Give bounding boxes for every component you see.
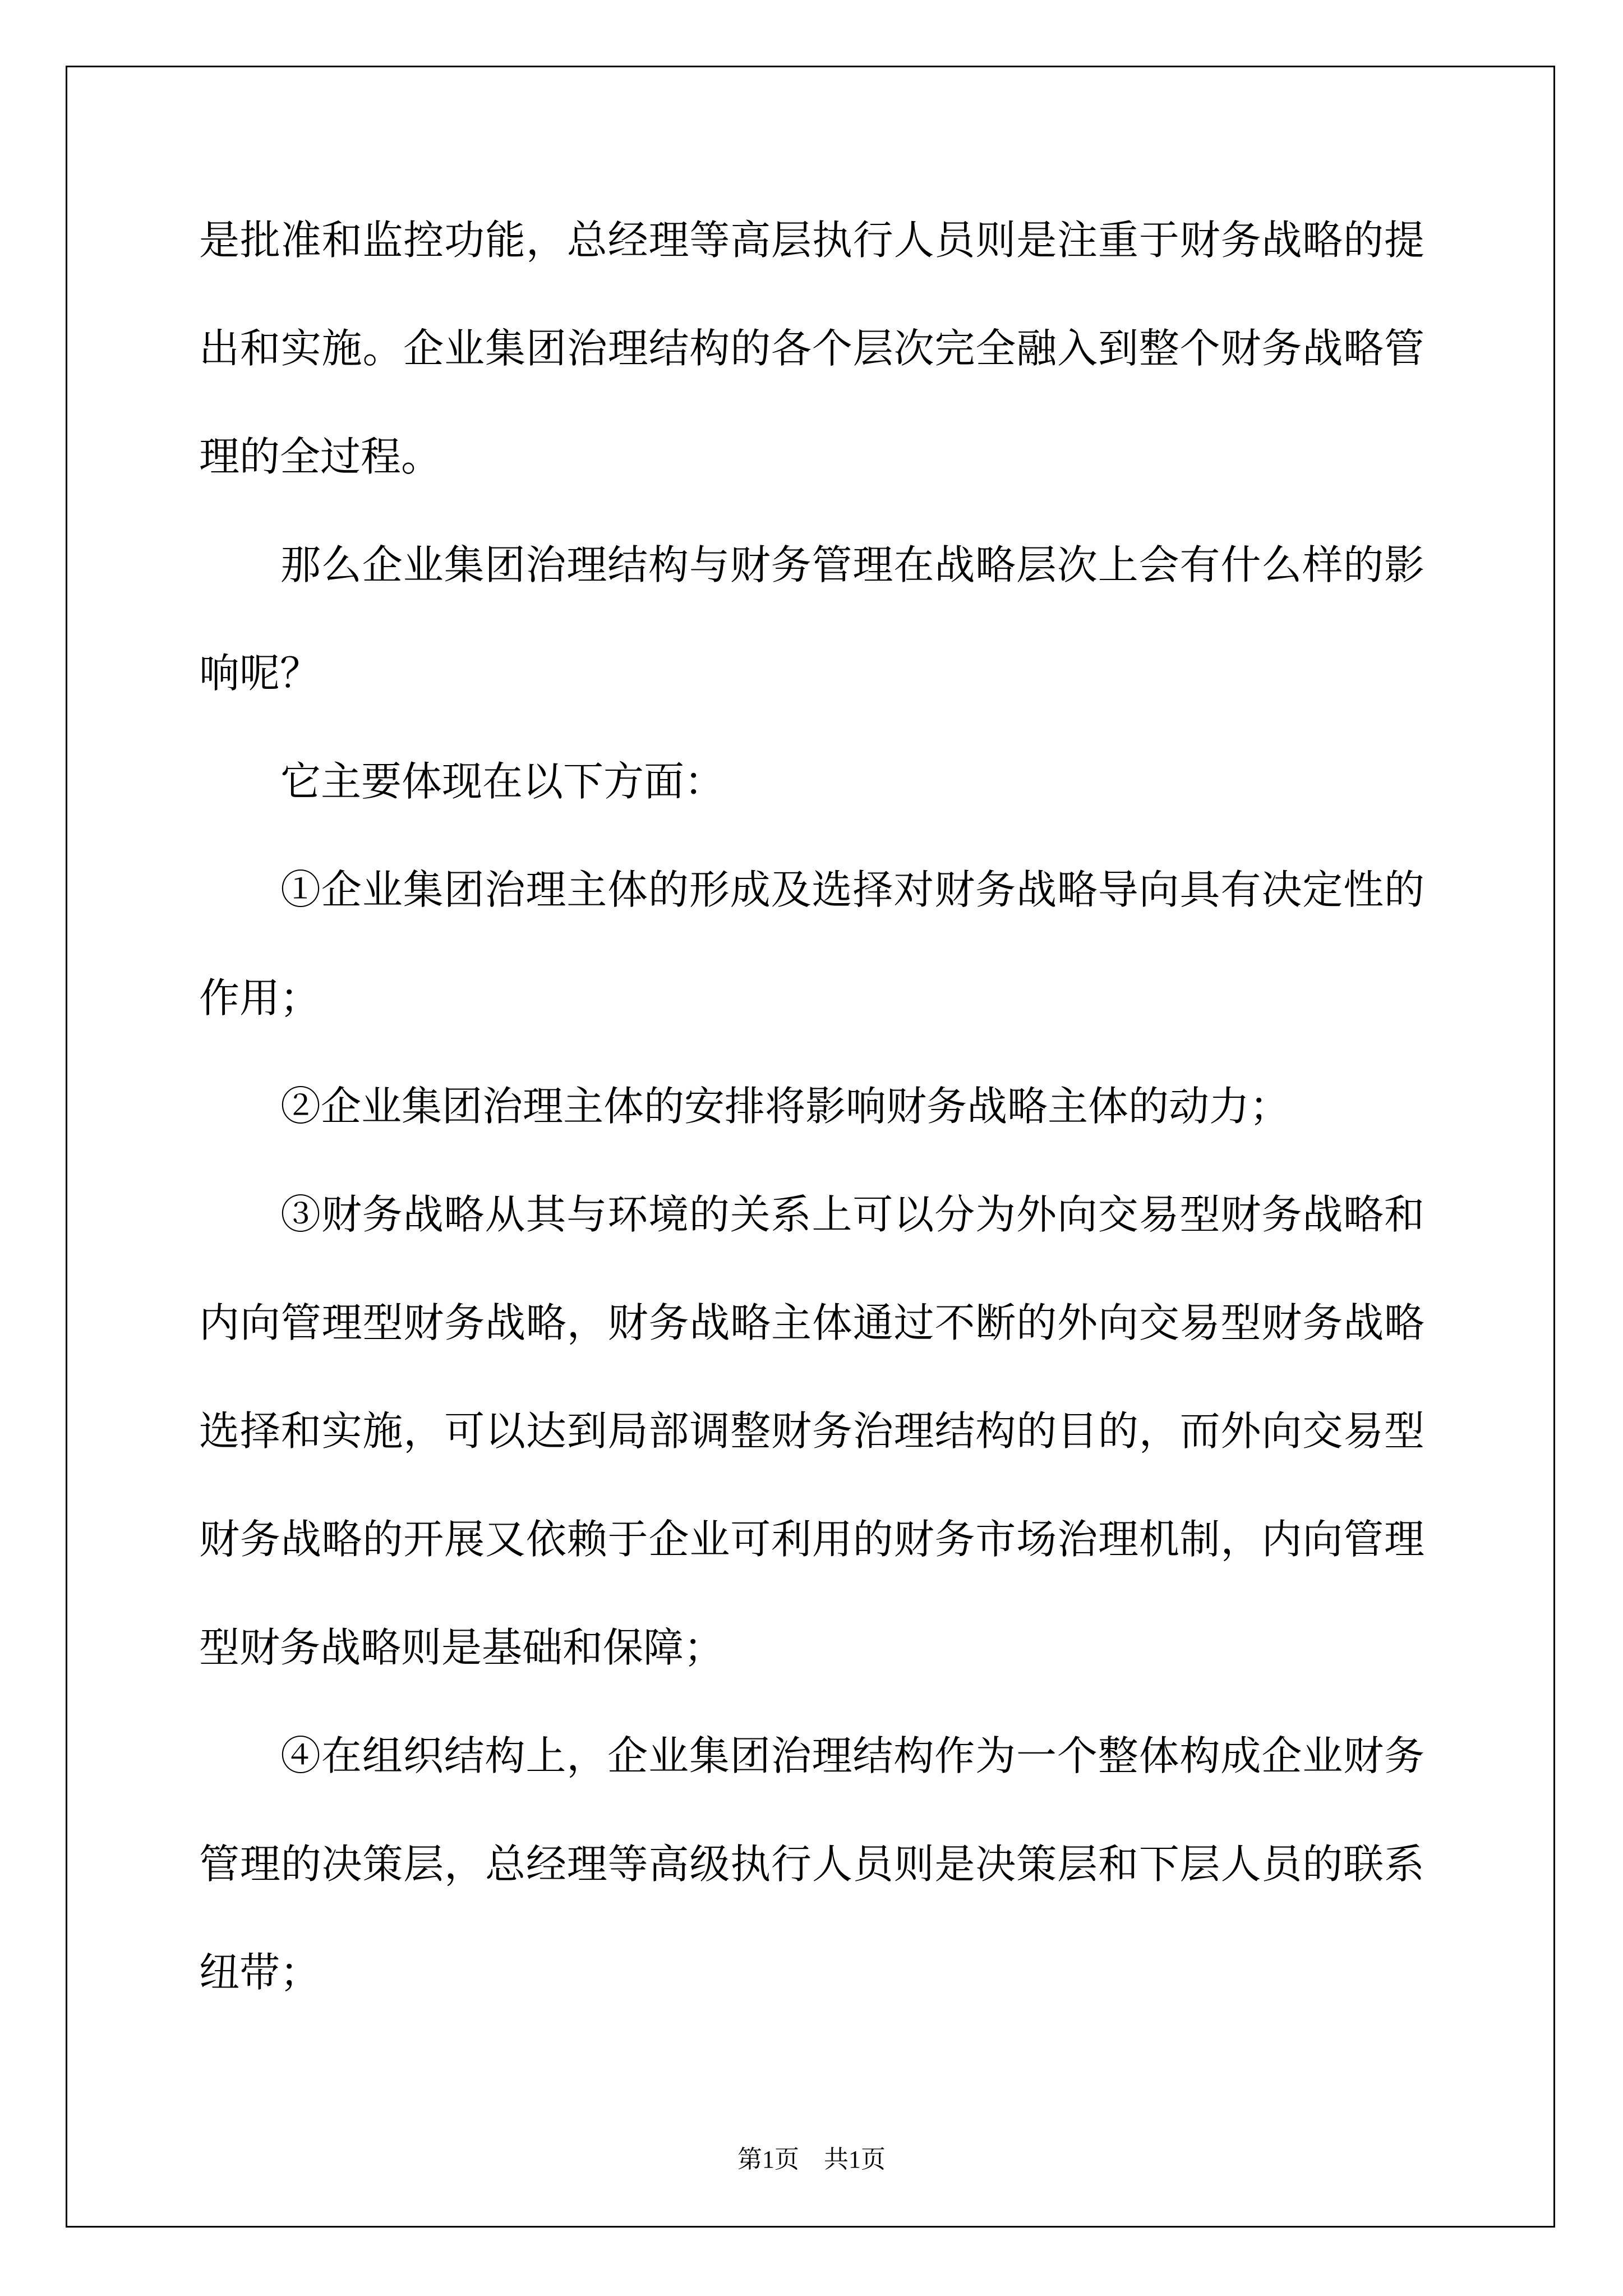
page-border: [66, 66, 1555, 2228]
paragraph-1-line-2: 出和实施。企业集团治理结构的各个层次完全融入到整个财务战略管: [199, 325, 1424, 372]
paragraph-7-line-1: ④在组织结构上，企业集团治理结构作为一个整体构成企业财务: [280, 1732, 1424, 1779]
paragraph-1-line-1: 是批准和监控功能，总经理等高层执行人员则是注重于财务战略的提: [199, 217, 1424, 264]
paragraph-7-line-2: 管理的决策层，总经理等高级执行人员则是决策层和下层人员的联系: [199, 1841, 1424, 1888]
paragraph-1-line-3: 理的全过程。: [199, 433, 442, 480]
paragraph-4-line-2: 作用；: [199, 974, 321, 1022]
paragraph-6-line-5: 型财务战略则是基础和保障；: [199, 1624, 725, 1671]
paragraph-6-line-3: 选择和实施，可以达到局部调整财务治理结构的目的，而外向交易型: [199, 1407, 1424, 1455]
paragraph-2-line-1: 那么企业集团治理结构与财务管理在战略层次上会有什么样的影: [280, 541, 1424, 588]
paragraph-3-line-1: 它主要体现在以下方面：: [280, 758, 725, 805]
paragraph-7-line-3: 纽带；: [199, 1949, 321, 1996]
paragraph-5-line-1: ②企业集团治理主体的安排将影响财务战略主体的动力；: [280, 1083, 1290, 1130]
paragraph-6-line-4: 财务战略的开展又依赖于企业可利用的财务市场治理机制，内向管理: [199, 1516, 1424, 1563]
page-number-footer: 第1页 共1页: [737, 2146, 886, 2173]
paragraph-2-line-2: 响呢？: [199, 650, 321, 697]
paragraph-4-line-1: ①企业集团治理主体的形成及选择对财务战略导向具有决定性的: [280, 866, 1424, 913]
paragraph-6-line-2: 内向管理型财务战略，财务战略主体通过不断的外向交易型财务战略: [199, 1299, 1424, 1346]
paragraph-6-line-1: ③财务战略从其与环境的关系上可以分为外向交易型财务战略和: [280, 1191, 1424, 1238]
